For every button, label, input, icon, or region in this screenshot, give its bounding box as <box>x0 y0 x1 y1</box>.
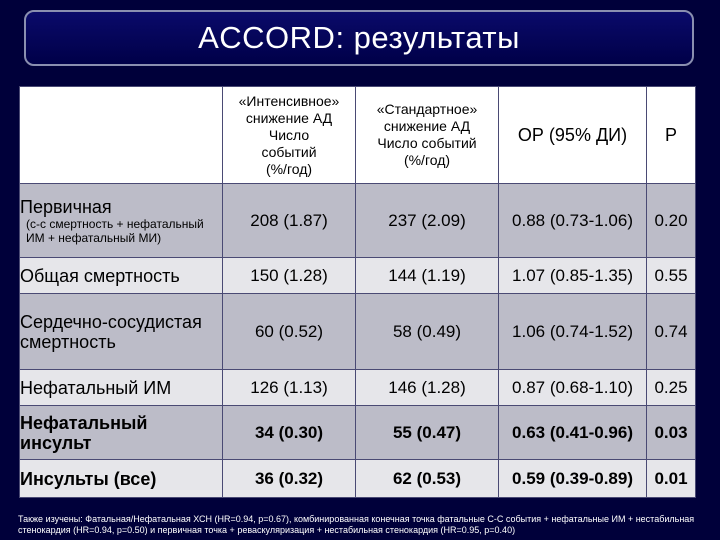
cell-intensive: 126 (1.13) <box>223 370 356 406</box>
results-table <box>19 86 696 498</box>
row-label-nonfatal-stroke <box>20 406 223 460</box>
title-banner <box>24 10 694 66</box>
header-intensive-line3: Число <box>268 126 310 143</box>
cell-standard: 144 (1.19) <box>356 258 499 294</box>
header-intensive-line4: событий <box>261 143 317 160</box>
cell-hr: 1.06 (0.74-1.52) <box>499 294 647 370</box>
row-label-text: Общая смертность <box>20 265 180 286</box>
cell-p: 0.74 <box>647 294 696 370</box>
cell-p: 0.01 <box>647 460 696 498</box>
header-hr <box>499 87 647 184</box>
cell-intensive: 208 (1.87) <box>223 184 356 258</box>
header-intensive-line2: снижение АД <box>245 109 333 126</box>
cell-standard: 55 (0.47) <box>356 406 499 460</box>
header-row <box>20 87 696 184</box>
row-label-all-strokes <box>20 460 223 498</box>
row-label-primary <box>20 184 223 258</box>
row-label-text: Нефатальный инсульт <box>20 412 148 453</box>
row-label-nonfatal-mi <box>20 370 223 406</box>
cell-p: 0.55 <box>647 258 696 294</box>
header-standard-line1: «Стандартное» <box>376 101 478 117</box>
header-p <box>647 87 696 184</box>
header-standard-line2: снижение АД <box>383 118 471 134</box>
table-row <box>20 460 696 498</box>
footnote: Также изучены: Фатальная/Нефатальная ХСН (HR=0.94, p=0.67), комбинированная конечная точка фатальные С-С события + нефатальные ИМ + нестабильная стенокардия (HR=0.94, p=0.50) и первичная точка + реваскуляризация + нестабильная стенокардия (HR=0.95, p=0.40) <box>18 514 695 535</box>
table-row <box>20 370 696 406</box>
table-row <box>20 294 696 370</box>
cell-standard: 146 (1.28) <box>356 370 499 406</box>
header-intensive <box>223 87 356 184</box>
cell-hr: 0.87 (0.68-1.10) <box>499 370 647 406</box>
row-label-all-cause <box>20 258 223 294</box>
cell-p: 0.20 <box>647 184 696 258</box>
row-label-subtext: (с-с смертность + нефатальный ИМ + нефатальный МИ) <box>26 216 204 245</box>
header-standard-line3: Число событий <box>377 135 477 151</box>
cell-p: 0.03 <box>647 406 696 460</box>
row-label-text: Инсульты (все) <box>20 468 157 489</box>
slide-title: ACCORD: результаты <box>198 20 520 55</box>
header-intensive-line5: (%/год) <box>265 160 313 177</box>
table-row <box>20 184 696 258</box>
header-intensive-line1: «Интенсивное» <box>238 92 340 109</box>
cell-intensive: 34 (0.30) <box>223 406 356 460</box>
cell-standard: 62 (0.53) <box>356 460 499 498</box>
cell-p: 0.25 <box>647 370 696 406</box>
cell-hr: 0.63 (0.41-0.96) <box>499 406 647 460</box>
row-label-text: Первичная <box>20 196 112 217</box>
header-p-label: P <box>664 124 677 145</box>
cell-intensive: 60 (0.52) <box>223 294 356 370</box>
row-label-text: Нефатальный ИМ <box>20 377 172 398</box>
cell-standard: 58 (0.49) <box>356 294 499 370</box>
cell-standard: 237 (2.09) <box>356 184 499 258</box>
header-blank-cell <box>20 87 223 184</box>
header-standard-line4: (%/год) <box>403 152 451 168</box>
table-row <box>20 406 696 460</box>
row-label-text: Сердечно-сосудистая смертность <box>20 311 202 352</box>
header-standard <box>356 87 499 184</box>
cell-intensive: 36 (0.32) <box>223 460 356 498</box>
cell-hr: 0.59 (0.39-0.89) <box>499 460 647 498</box>
header-hr-label: ОР (95% ДИ) <box>517 124 628 145</box>
table-row <box>20 258 696 294</box>
cell-hr: 0.88 (0.73-1.06) <box>499 184 647 258</box>
cell-hr: 1.07 (0.85-1.35) <box>499 258 647 294</box>
cell-intensive: 150 (1.28) <box>223 258 356 294</box>
row-label-cv-death <box>20 294 223 370</box>
